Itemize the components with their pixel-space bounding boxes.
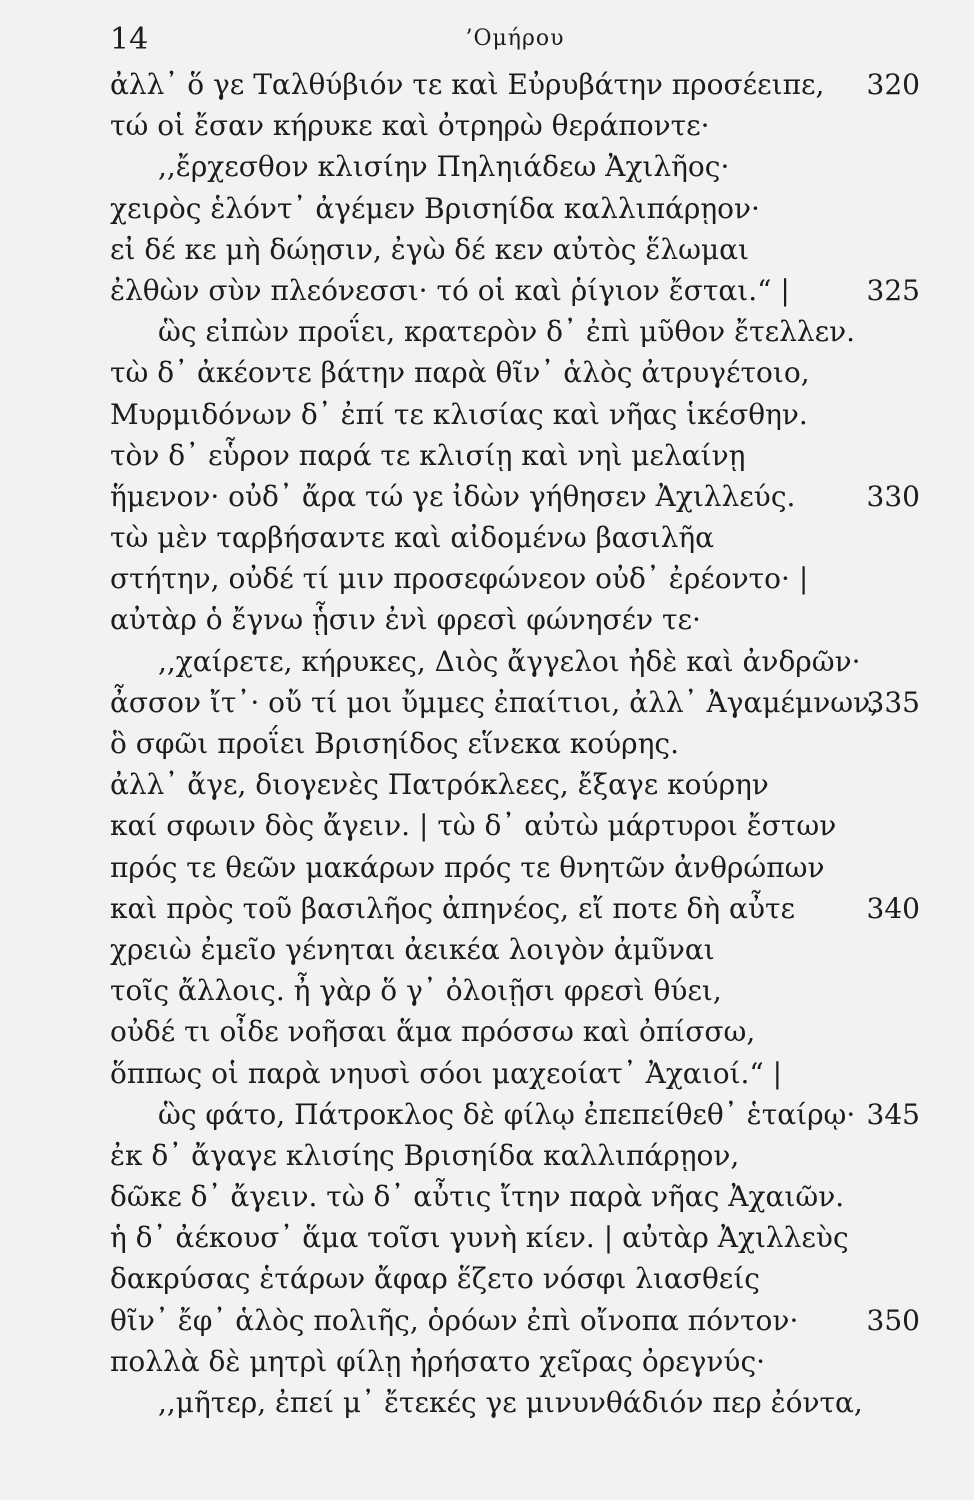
verse-text: ,,ἔρχεσθον κλισίην Πηληιάδεω Ἀχιλῆος·	[158, 150, 730, 184]
verse-line	[110, 1011, 920, 1052]
verse-line	[110, 352, 920, 393]
verse-text: χειρὸς ἑλόντ᾽ ἀγέμεν Βρισηίδα καλλιπάρῃον·	[110, 191, 760, 225]
verse-line	[110, 311, 920, 352]
verse-text: ἥμενον· οὐδ᾽ ἄρα τώ γε ἰδὼν γήθησεν Ἀχιλλεύς.	[110, 479, 796, 513]
verse-line	[110, 394, 920, 435]
verse-line	[110, 1053, 920, 1094]
verse-text: ἆσσον ἴτ᾽· οὔ τί μοι ὔμμες ἐπαίτιοι, ἀλλ᾽ Ἀγαμέμνων,	[110, 685, 880, 719]
verse-line	[110, 970, 920, 1011]
verse-line	[110, 1300, 920, 1341]
verse-line	[110, 599, 920, 640]
verse-line	[110, 1258, 920, 1299]
verse-line	[110, 888, 920, 929]
verse-line	[110, 1341, 920, 1382]
page-header	[110, 18, 920, 58]
verse-text: στήτην, οὐδέ τί μιν προσεφώνεον οὐδ᾽ ἐρέοντο· |	[110, 562, 809, 596]
verse-text: δῶκε δ᾽ ἄγειν. τὼ δ᾽ αὖτις ἴτην παρὰ νῆας Ἀχαιῶν.	[110, 1180, 845, 1214]
verse-line	[110, 188, 920, 229]
line-number: 325	[866, 273, 920, 307]
verse-line	[110, 682, 920, 723]
verse-line	[110, 1094, 920, 1135]
verse-text: καί σφωιν δὸς ἄγειν. | τὼ δ᾽ αὐτὼ μάρτυροι ἔστων	[110, 809, 837, 843]
verse-line	[110, 764, 920, 805]
verse-text: εἰ δέ κε μὴ δώῃσιν, ἐγὼ δέ κεν αὐτὸς ἕλωμαι	[110, 232, 750, 266]
verse-text: χρειὼ ἐμεῖο γένηται ἀεικέα λοιγὸν ἀμῦναι	[110, 932, 715, 966]
verse-text: ὃ σφῶι προΐει Βρισηίδος εἵνεκα κούρης.	[110, 727, 679, 760]
verse-text: ὣς εἰπὼν προΐει, κρατερὸν δ᾽ ἐπὶ μῦθον ἔτελλεν.	[158, 315, 856, 349]
line-number: 350	[866, 1303, 920, 1337]
verse-text: πρός τε θεῶν μακάρων πρός τε θνητῶν ἀνθρώπων	[110, 850, 825, 884]
verse-line	[110, 270, 920, 311]
verse-text: ἐκ δ᾽ ἄγαγε κλισίης Βρισηίδα καλλιπάρῃον,	[110, 1138, 740, 1172]
verse-line	[110, 558, 920, 599]
verse-text: ὣς φάτο, Πάτροκλος δὲ φίλῳ ἐπεπείθεθ᾽ ἑταίρῳ·	[158, 1097, 856, 1131]
verse-text: αὐτὰρ ὁ ἔγνω ᾗσιν ἐνὶ φρεσὶ φώνησέν τε·	[110, 603, 701, 637]
line-number: 320	[866, 68, 920, 101]
verse-text: τὸν δ᾽ εὗρον παρά τε κλισίῃ καὶ νηὶ μελαίνῃ	[110, 438, 746, 472]
verse-line	[110, 64, 920, 105]
verse-line	[110, 146, 920, 187]
verse-line	[110, 1217, 920, 1258]
verse-text: τὼ δ᾽ ἀκέοντε βάτην παρὰ θῖν᾽ ἁλὸς ἀτρυγέτοιο,	[110, 356, 810, 390]
verse-text: ,,χαίρετε, κήρυκες, Διὸς ἄγγελοι ἠδὲ καὶ ἀνδρῶν·	[158, 644, 861, 678]
verse-line	[110, 517, 920, 558]
verse-line	[110, 641, 920, 682]
running-head: ’Ομήρου	[465, 26, 565, 51]
line-number: 345	[866, 1097, 920, 1131]
verse-line	[110, 229, 920, 270]
verse-text: δακρύσας ἑτάρων ἄφαρ ἕζετο νόσφι λιασθείς	[110, 1262, 760, 1296]
verse-line	[110, 1382, 920, 1423]
verse-line	[110, 723, 920, 764]
verse-text: οὐδέ τι οἶδε νοῆσαι ἅμα πρόσσω καὶ ὀπίσσω,	[110, 1015, 756, 1049]
verse-line	[110, 805, 920, 846]
verse-text: ἀλλ᾽ ὅ γε Ταλθύβιόν τε καὶ Εὐρυβάτην προσέειπε,	[110, 68, 825, 101]
verse-text: Μυρμιδόνων δ᾽ ἐπί τε κλισίας καὶ νῆας ἱκέσθην.	[110, 397, 808, 431]
verse-text: ἡ δ᾽ ἀέκουσ᾽ ἅμα τοῖσι γυνὴ κίεν. | αὐτὰρ Ἀχιλλεὺς	[110, 1221, 849, 1255]
verse-text: τὼ μὲν ταρβήσαντε καὶ αἰδομένω βασιλῆα	[110, 521, 715, 555]
verse-text: ἐλθὼν σὺν πλεόνεσσι· τό οἱ καὶ ῥίγιον ἔσται.“ |	[110, 273, 790, 307]
verse-block	[110, 64, 920, 1423]
line-number: 335	[866, 685, 920, 719]
page-number: 14	[110, 22, 149, 57]
verse-text: καὶ πρὸς τοῦ βασιλῆος ἀπηνέος, εἴ ποτε δὴ αὖτε	[110, 891, 795, 925]
verse-line	[110, 1135, 920, 1176]
line-number: 330	[866, 479, 920, 513]
verse-text: τώ οἱ ἔσαν κήρυκε καὶ ὀτρηρὼ θεράποντε·	[110, 109, 710, 143]
verse-text: τοῖς ἄλλοις. ἦ γὰρ ὅ γ᾽ ὀλοιῇσι φρεσὶ θύει,	[110, 974, 722, 1008]
verse-line	[110, 105, 920, 146]
line-number: 340	[866, 891, 920, 925]
verse-line	[110, 847, 920, 888]
verse-text: ἀλλ᾽ ἄγε, διογενὲς Πατρόκλεες, ἔξαγε κούρην	[110, 768, 769, 802]
verse-text: θῖν᾽ ἔφ᾽ ἁλὸς πολιῆς, ὁρόων ἐπὶ οἴνοπα πόντον·	[110, 1303, 799, 1337]
verse-line	[110, 476, 920, 517]
verse-line	[110, 929, 920, 970]
verse-line	[110, 435, 920, 476]
verse-text: ,,μῆτερ, ἐπεί μ᾽ ἔτεκές γε μινυνθάδιόν περ ἐόντα,	[158, 1386, 863, 1419]
verse-text: πολλὰ δὲ μητρὶ φίλῃ ἠρήσατο χεῖρας ὀρεγνύς·	[110, 1344, 766, 1378]
verse-text: ὅππως οἱ παρὰ νηυσὶ σόοι μαχεοίατ᾽ Ἀχαιοί.“ |	[110, 1056, 783, 1090]
verse-line	[110, 1176, 920, 1217]
